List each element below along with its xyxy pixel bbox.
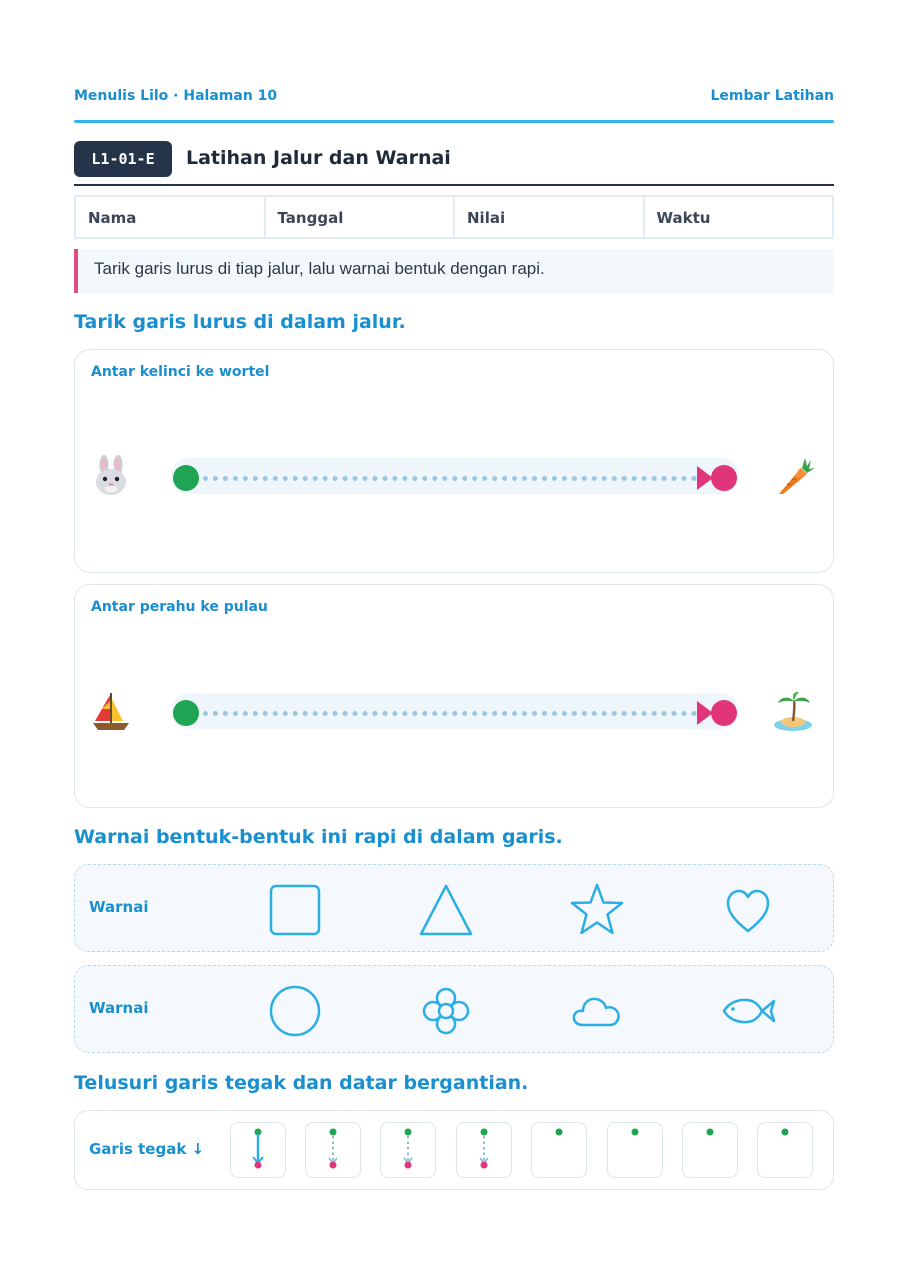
trace-box-dashed[interactable] bbox=[380, 1122, 436, 1178]
cloud-icon[interactable] bbox=[569, 983, 625, 1039]
trace-box-solid[interactable] bbox=[230, 1122, 286, 1178]
start-dot bbox=[173, 700, 199, 726]
trace-line[interactable] bbox=[203, 711, 697, 716]
trace-box-start-dot[interactable] bbox=[607, 1122, 663, 1178]
trace-box-dashed[interactable] bbox=[456, 1122, 512, 1178]
time-field[interactable]: Waktu bbox=[656, 209, 711, 227]
student-info-grid bbox=[74, 195, 834, 239]
coloring-label: Warnai bbox=[89, 999, 149, 1017]
section-heading-coloring: Warnai bentuk-bentuk ini rapi di dalam garis. bbox=[74, 826, 563, 848]
trace-card bbox=[74, 1110, 834, 1190]
lesson-code-badge: L1-01-E bbox=[74, 141, 172, 177]
fish-icon[interactable] bbox=[720, 983, 776, 1039]
page-title: Latihan Jalur dan Warnai bbox=[186, 147, 451, 169]
square-icon[interactable] bbox=[267, 882, 323, 938]
path-card-boat bbox=[74, 584, 834, 808]
start-dot bbox=[173, 465, 199, 491]
coloring-label: Warnai bbox=[89, 898, 149, 916]
trace-box-start-dot[interactable] bbox=[682, 1122, 738, 1178]
carrot-icon bbox=[771, 454, 815, 498]
path-card-rabbit bbox=[74, 349, 834, 573]
triangle-icon[interactable] bbox=[418, 882, 474, 938]
date-field[interactable]: Tanggal bbox=[266, 197, 456, 237]
flower-icon[interactable] bbox=[418, 983, 474, 1039]
section-heading-trace: Telusuri garis tegak dan datar bergantian. bbox=[74, 1072, 529, 1094]
coloring-row-1 bbox=[74, 864, 834, 952]
trace-label: Garis tegak ↓ bbox=[89, 1140, 205, 1158]
path-card-label: Antar perahu ke pulau bbox=[91, 599, 268, 615]
path-card-label: Antar kelinci ke wortel bbox=[91, 364, 270, 380]
circle-icon[interactable] bbox=[267, 983, 323, 1039]
end-dot bbox=[711, 465, 737, 491]
header-divider bbox=[74, 120, 834, 123]
page-header bbox=[74, 88, 834, 110]
coloring-row-2 bbox=[74, 965, 834, 1053]
rabbit-icon bbox=[89, 454, 133, 498]
trace-line[interactable] bbox=[203, 476, 697, 481]
header-left-text: Menulis Lilo · Halaman 10 bbox=[74, 88, 278, 104]
sailboat-icon bbox=[89, 689, 133, 733]
heart-icon[interactable] bbox=[720, 882, 776, 938]
score-field[interactable]: Nilai bbox=[455, 197, 645, 237]
instruction-note: Tarik garis lurus di tiap jalur, lalu warnai bentuk dengan rapi. bbox=[74, 249, 834, 293]
title-row bbox=[74, 141, 834, 177]
trace-box-start-dot[interactable] bbox=[531, 1122, 587, 1178]
name-field[interactable]: Nama bbox=[76, 197, 266, 237]
section-heading-paths: Tarik garis lurus di dalam jalur. bbox=[74, 311, 406, 333]
trace-box-dashed[interactable] bbox=[305, 1122, 361, 1178]
title-divider bbox=[74, 184, 834, 186]
end-dot bbox=[711, 700, 737, 726]
trace-box-start-dot[interactable] bbox=[757, 1122, 813, 1178]
header-right-text: Lembar Latihan bbox=[710, 88, 834, 104]
star-icon[interactable] bbox=[569, 882, 625, 938]
island-icon bbox=[771, 689, 815, 733]
